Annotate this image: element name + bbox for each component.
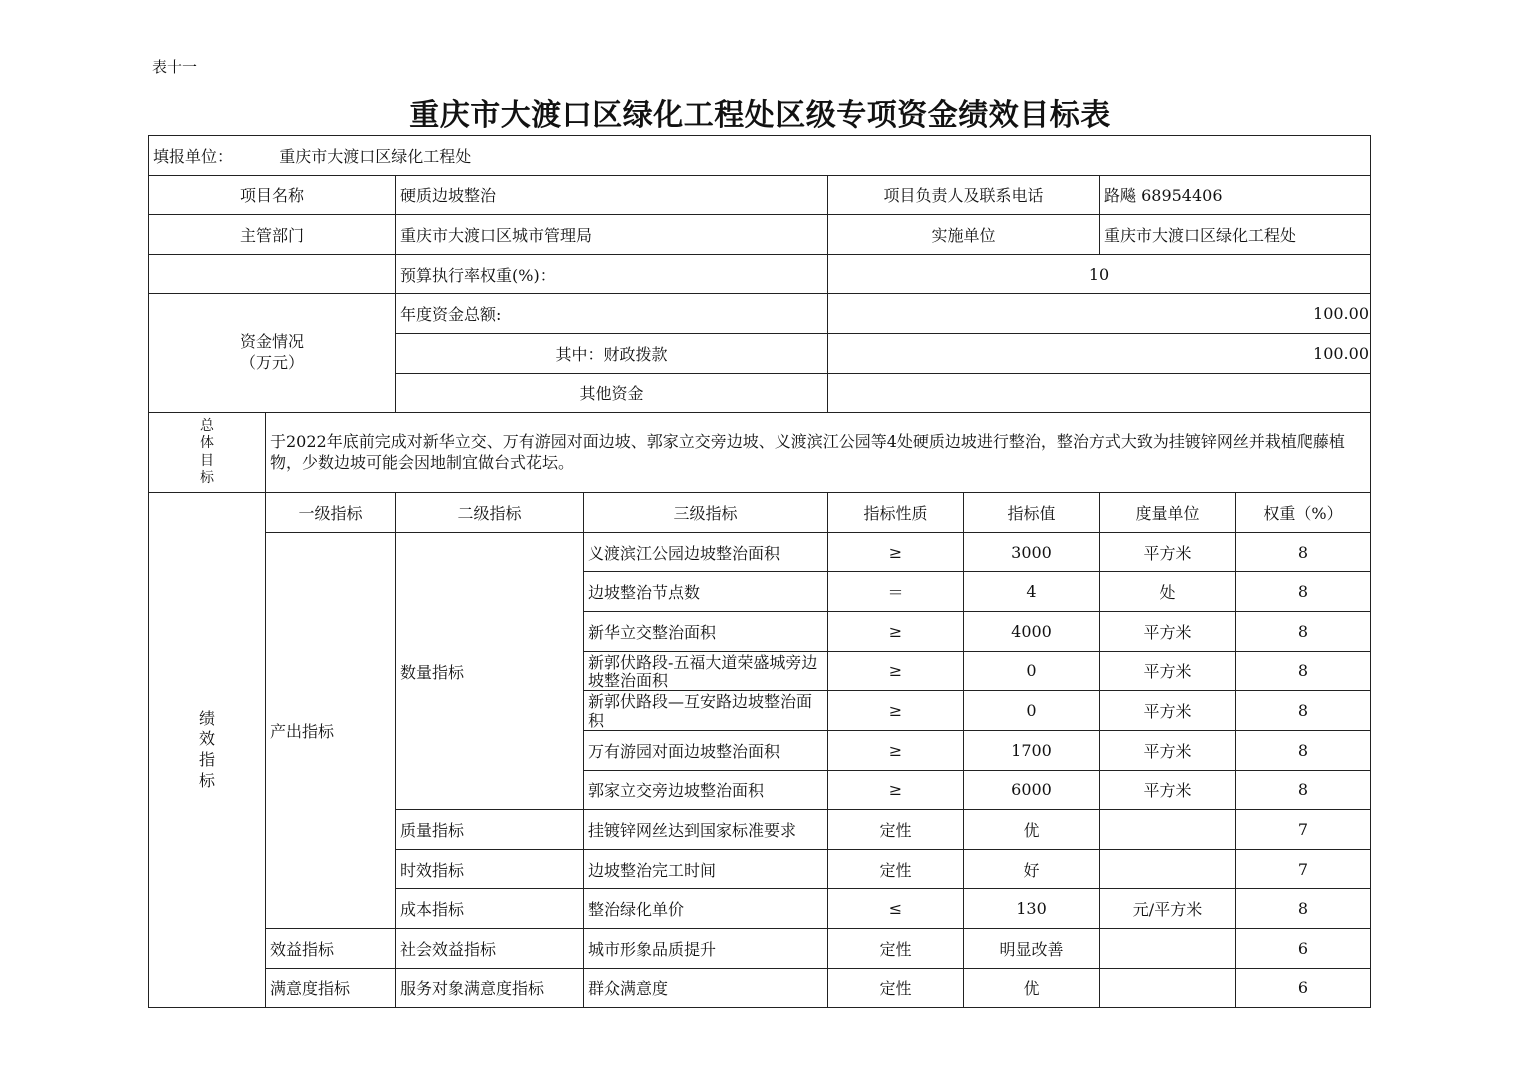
indicator-unit: 平方米 (1100, 691, 1236, 731)
indicator-value: 明显改善 (964, 929, 1100, 969)
indicator-value: 4000 (964, 611, 1100, 651)
indicator-unit: 元/平方米 (1100, 889, 1236, 929)
indicator-name: 新郭伏路段—互安路边坡整治面积 (584, 691, 828, 731)
indicator-unit (1100, 810, 1236, 850)
indicator-weight: 8 (1236, 572, 1371, 612)
indicator-unit: 处 (1100, 572, 1236, 612)
indicator-weight: 8 (1236, 770, 1371, 810)
indicator-unit: 平方米 (1100, 532, 1236, 572)
indicator-value: 好 (964, 849, 1100, 889)
level1-satisfaction: 满意度指标 (266, 968, 396, 1008)
indicator-unit: 平方米 (1100, 611, 1236, 651)
indicator-nature: 定性 (828, 849, 964, 889)
fill-unit-row (149, 136, 1371, 176)
indicator-unit: 平方米 (1100, 770, 1236, 810)
project-name-label: 项目名称 (149, 175, 396, 215)
level2-social: 社会效益指标 (396, 929, 584, 969)
indicator-value: 4 (964, 572, 1100, 612)
indicator-value: 0 (964, 651, 1100, 691)
indicator-nature: ≥ (828, 731, 964, 771)
indicator-nature: ≥ (828, 691, 964, 731)
indicator-nature: 定性 (828, 968, 964, 1008)
indicator-nature: ＝ (828, 572, 964, 612)
impl-unit-value: 重庆市大渡口区绿化工程处 (1100, 215, 1371, 255)
col-header: 一级指标 (266, 493, 396, 533)
budget-rate-value: 10 (828, 254, 1371, 294)
indicator-nature: ≥ (828, 532, 964, 572)
indicator-name: 整治绿化单价 (584, 889, 828, 929)
funds-section-label (149, 294, 396, 413)
funds-label-line1: 资金情况 (239, 332, 304, 352)
col-header: 权重（%） (1236, 493, 1371, 533)
indicator-name: 新郭伏路段-五福大道荣盛城旁边坡整治面积 (584, 651, 828, 691)
indicator-value: 130 (964, 889, 1100, 929)
indicator-weight: 8 (1236, 889, 1371, 929)
goal-label-char: 总 (200, 417, 214, 434)
level2-cost: 成本指标 (396, 889, 584, 929)
indicator-value: 6000 (964, 770, 1100, 810)
indicator-value: 优 (964, 968, 1100, 1008)
indicator-nature: ≥ (828, 611, 964, 651)
indicator-nature: ≥ (828, 651, 964, 691)
col-header: 三级指标 (584, 493, 828, 533)
indicators-section-label (149, 493, 266, 1008)
indicator-name: 边坡整治节点数 (584, 572, 828, 612)
indicator-unit (1100, 849, 1236, 889)
indicator-name: 新华立交整治面积 (584, 611, 828, 651)
indicator-unit: 平方米 (1100, 731, 1236, 771)
indicator-name: 义渡滨江公园边坡整治面积 (584, 532, 828, 572)
indicator-value: 3000 (964, 532, 1100, 572)
indicator-value: 0 (964, 691, 1100, 731)
indicator-weight: 8 (1236, 731, 1371, 771)
indicator-value: 优 (964, 810, 1100, 850)
indicator-name: 边坡整治完工时间 (584, 849, 828, 889)
level2-timeliness: 时效指标 (396, 849, 584, 889)
fiscal-label: 其中：财政拨款 (396, 333, 828, 373)
indicators-label-char: 绩 (198, 708, 215, 728)
indicators-label-char: 标 (198, 771, 215, 790)
goal-label-char: 标 (200, 470, 214, 487)
level1-output: 产出指标 (266, 532, 396, 928)
other-funds-value (828, 373, 1371, 413)
indicators-label-char: 指 (198, 750, 215, 770)
indicator-value: 1700 (964, 731, 1100, 771)
budget-rate-label: 预算执行率权重(%)： (396, 254, 828, 294)
indicator-name: 万有游园对面边坡整治面积 (584, 731, 828, 771)
indicator-weight: 8 (1236, 651, 1371, 691)
performance-target-table (148, 135, 1371, 1008)
project-name-value: 硬质边坡整治 (396, 175, 828, 215)
level1-benefit: 效益指标 (266, 929, 396, 969)
annual-total-label: 年度资金总额: (396, 294, 828, 334)
indicator-name: 挂镀锌网丝达到国家标准要求 (584, 810, 828, 850)
goal-section-label (149, 413, 266, 493)
goal-label-char: 目 (200, 452, 214, 469)
indicator-unit (1100, 968, 1236, 1008)
other-funds-label: 其他资金 (396, 373, 828, 413)
indicator-nature: ≥ (828, 770, 964, 810)
col-header: 指标值 (964, 493, 1100, 533)
level2-service: 服务对象满意度指标 (396, 968, 584, 1008)
indicator-nature: ≤ (828, 889, 964, 929)
indicator-weight: 8 (1236, 532, 1371, 572)
annual-total-value: 100.00 (828, 294, 1371, 334)
indicator-name: 郭家立交旁边坡整治面积 (584, 770, 828, 810)
indicator-name: 城市形象品质提升 (584, 929, 828, 969)
project-owner-label: 项目负责人及联系电话 (828, 175, 1100, 215)
col-header: 指标性质 (828, 493, 964, 533)
col-header: 二级指标 (396, 493, 584, 533)
budget-rate-blank (149, 254, 396, 294)
indicator-unit (1100, 929, 1236, 969)
indicator-unit: 平方米 (1100, 651, 1236, 691)
indicator-weight: 6 (1236, 968, 1371, 1008)
funds-label-line2: （万元） (239, 353, 304, 373)
indicator-weight: 7 (1236, 810, 1371, 850)
fiscal-value: 100.00 (828, 333, 1371, 373)
sheet-label: 表十一 (152, 58, 198, 76)
indicator-nature: 定性 (828, 929, 964, 969)
fill-unit-label: 填报单位： (153, 146, 234, 166)
indicator-weight: 7 (1236, 849, 1371, 889)
project-owner-value: 路飚 68954406 (1100, 175, 1371, 215)
page-title: 重庆市大渡口区绿化工程处区级专项资金绩效目标表 (409, 98, 1111, 133)
level2-quantity: 数量指标 (396, 532, 584, 810)
indicator-name: 群众满意度 (584, 968, 828, 1008)
indicator-weight: 6 (1236, 929, 1371, 969)
indicators-label-char: 效 (198, 729, 215, 749)
indicator-weight: 8 (1236, 691, 1371, 731)
col-header: 度量单位 (1100, 493, 1236, 533)
level2-quality: 质量指标 (396, 810, 584, 850)
dept-label: 主管部门 (149, 215, 396, 255)
indicator-nature: 定性 (828, 810, 964, 850)
goal-label-char: 体 (200, 435, 214, 452)
indicator-weight: 8 (1236, 611, 1371, 651)
goal-text: 于2022年底前完成对新华立交、万有游园对面边坡、郭家立交旁边坡、义渡滨江公园等4处硬质边坡进行整治，整治方式大致为挂镀锌网丝并栽植爬藤植物，少数边坡可能会因地制宜做台式花坛。 (266, 413, 1371, 493)
dept-value: 重庆市大渡口区城市管理局 (396, 215, 828, 255)
impl-unit-label: 实施单位 (828, 215, 1100, 255)
fill-unit-value: 重庆市大渡口区绿化工程处 (279, 146, 472, 166)
